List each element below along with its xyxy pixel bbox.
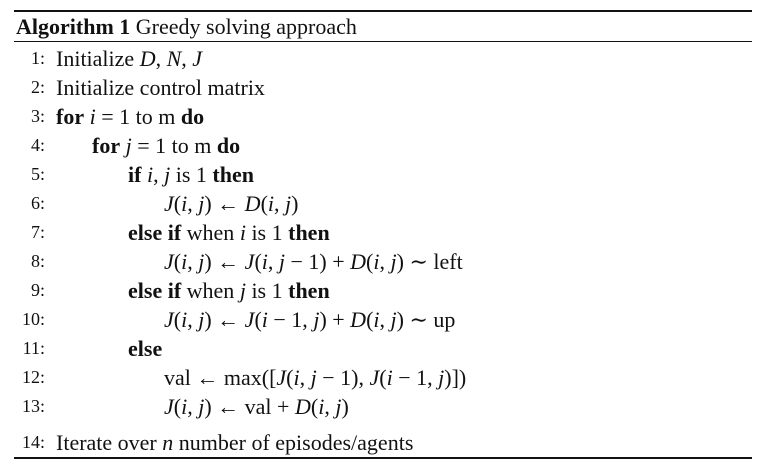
line-text: val ← max([J(i, j − 1), J(i − 1, j)])	[164, 365, 467, 390]
line-number: 14:	[21, 432, 45, 452]
line-text: J(i, j) ← J(i, j − 1) + D(i, j) ∼ left	[164, 249, 463, 274]
algorithm-line	[14, 73, 752, 102]
line-text: Iterate over n number of episodes/agents	[56, 430, 414, 455]
algorithm-title: Greedy solving approach	[135, 14, 357, 39]
algorithm-label: Algorithm 1	[16, 14, 131, 39]
line-text: if i, j is 1 then	[128, 162, 254, 187]
line-number: 7:	[30, 222, 45, 242]
line-number: 6:	[30, 193, 45, 213]
line-number: 9:	[30, 280, 45, 300]
algorithm-line	[14, 247, 752, 276]
line-number: 13:	[21, 396, 45, 416]
line-number: 11:	[22, 338, 45, 358]
algorithm-line	[14, 363, 752, 392]
algorithm-header	[14, 12, 752, 41]
algorithm-block	[14, 10, 752, 42]
algorithm-line	[14, 305, 752, 334]
line-number: 1:	[30, 48, 45, 68]
algorithm-line	[14, 392, 752, 421]
line-text: J(i, j) ← D(i, j)	[164, 191, 299, 216]
line-number: 12:	[21, 367, 45, 387]
algorithm-line	[14, 334, 752, 363]
algorithm-line	[14, 160, 752, 189]
line-text: else if when j is 1 then	[128, 278, 330, 303]
algorithm-line	[14, 102, 752, 131]
line-text: for j = 1 to m do	[92, 133, 241, 158]
line-text: Initialize control matrix	[56, 75, 265, 100]
line-number: 10:	[21, 309, 45, 329]
line-text: J(i, j) ← J(i − 1, j) + D(i, j) ∼ up	[164, 307, 456, 332]
algorithm-line	[14, 131, 752, 160]
algorithm-line	[14, 189, 752, 218]
line-text: else if when i is 1 then	[128, 220, 330, 245]
line-number: 3:	[30, 106, 45, 126]
line-number: 5:	[30, 164, 45, 184]
algorithm-line	[14, 428, 752, 457]
line-text: J(i, j) ← val + D(i, j)	[164, 394, 349, 419]
line-text: else	[128, 336, 163, 361]
algorithm-line	[14, 276, 752, 305]
algorithm-line	[14, 218, 752, 247]
header-rule	[14, 41, 752, 42]
line-number: 8:	[30, 251, 45, 271]
line-text: Initialize D, N, J	[56, 46, 203, 71]
bottom-rule	[14, 457, 752, 459]
line-number: 2:	[30, 77, 45, 97]
line-text: for i = 1 to m do	[56, 104, 205, 129]
algorithm-line	[14, 44, 752, 73]
line-number: 4:	[30, 135, 45, 155]
